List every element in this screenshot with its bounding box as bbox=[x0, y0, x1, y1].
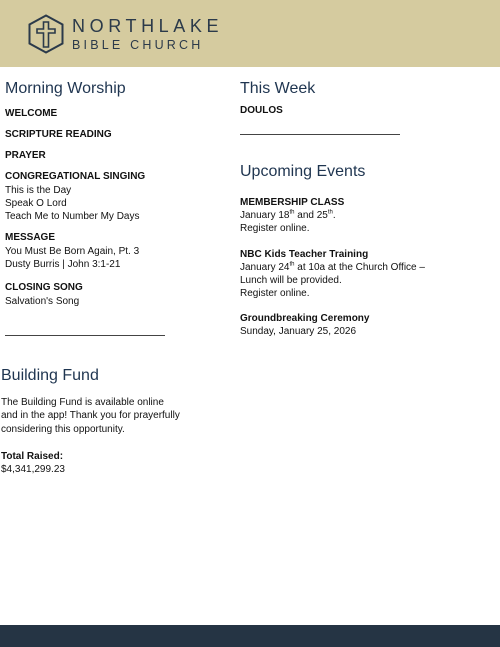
membership-class-note: Register online. bbox=[240, 223, 310, 234]
header-banner bbox=[0, 0, 500, 67]
section-divider bbox=[240, 134, 400, 135]
total-raised-value: $4,341,299.23 bbox=[1, 464, 65, 475]
groundbreaking-title: Groundbreaking Ceremony bbox=[240, 313, 370, 324]
building-fund-text: The Building Fund is available online bbox=[1, 397, 164, 408]
footer-bar bbox=[0, 625, 500, 647]
upcoming-events-heading: Upcoming Events bbox=[240, 163, 366, 180]
building-fund-heading: Building Fund bbox=[1, 367, 99, 384]
closing-song-label: CLOSING SONG bbox=[5, 282, 83, 293]
welcome-label: WELCOME bbox=[5, 108, 58, 119]
section-divider bbox=[5, 335, 165, 336]
prayer-label: PRAYER bbox=[5, 150, 46, 161]
membership-class-title: MEMBERSHIP CLASS bbox=[240, 197, 345, 208]
congregational-singing-label: CONGREGATIONAL SINGING bbox=[5, 171, 146, 182]
message-label: MESSAGE bbox=[5, 232, 56, 243]
kids-training-lunch: Lunch will be provided. bbox=[240, 275, 342, 286]
song-item: This is the Day bbox=[5, 185, 72, 196]
morning-worship-heading: Morning Worship bbox=[5, 80, 126, 97]
groundbreaking-date: Sunday, January 25, 2026 bbox=[240, 326, 357, 337]
building-fund-text: and in the app! Thank you for prayerfully bbox=[1, 410, 180, 421]
kids-training-title: NBC Kids Teacher Training bbox=[240, 249, 369, 260]
org-name-line2: BIBLE CHURCH bbox=[72, 38, 204, 52]
message-title: You Must Be Born Again, Pt. 3 bbox=[5, 246, 140, 257]
scripture-reading-label: SCRIPTURE READING bbox=[5, 129, 112, 140]
closing-song-title: Salvation's Song bbox=[5, 296, 80, 307]
org-name-line1: NORTHLAKE bbox=[72, 16, 224, 36]
kids-training-note: Register online. bbox=[240, 288, 310, 299]
total-raised-label: Total Raised: bbox=[1, 451, 64, 462]
doulos-label: DOULOS bbox=[240, 105, 283, 116]
membership-class-date: January 18th and 25th. bbox=[240, 209, 336, 221]
this-week-heading: This Week bbox=[240, 80, 316, 97]
song-item: Speak O Lord bbox=[5, 198, 67, 209]
building-fund-text: considering this opportunity. bbox=[1, 424, 125, 435]
song-item: Teach Me to Number My Days bbox=[5, 211, 140, 222]
cross-hexagon-icon bbox=[27, 14, 65, 54]
kids-training-date: January 24th at 10a at the Church Office – bbox=[240, 261, 425, 273]
message-speaker: Dusty Burris | John 3:1-21 bbox=[5, 259, 121, 270]
